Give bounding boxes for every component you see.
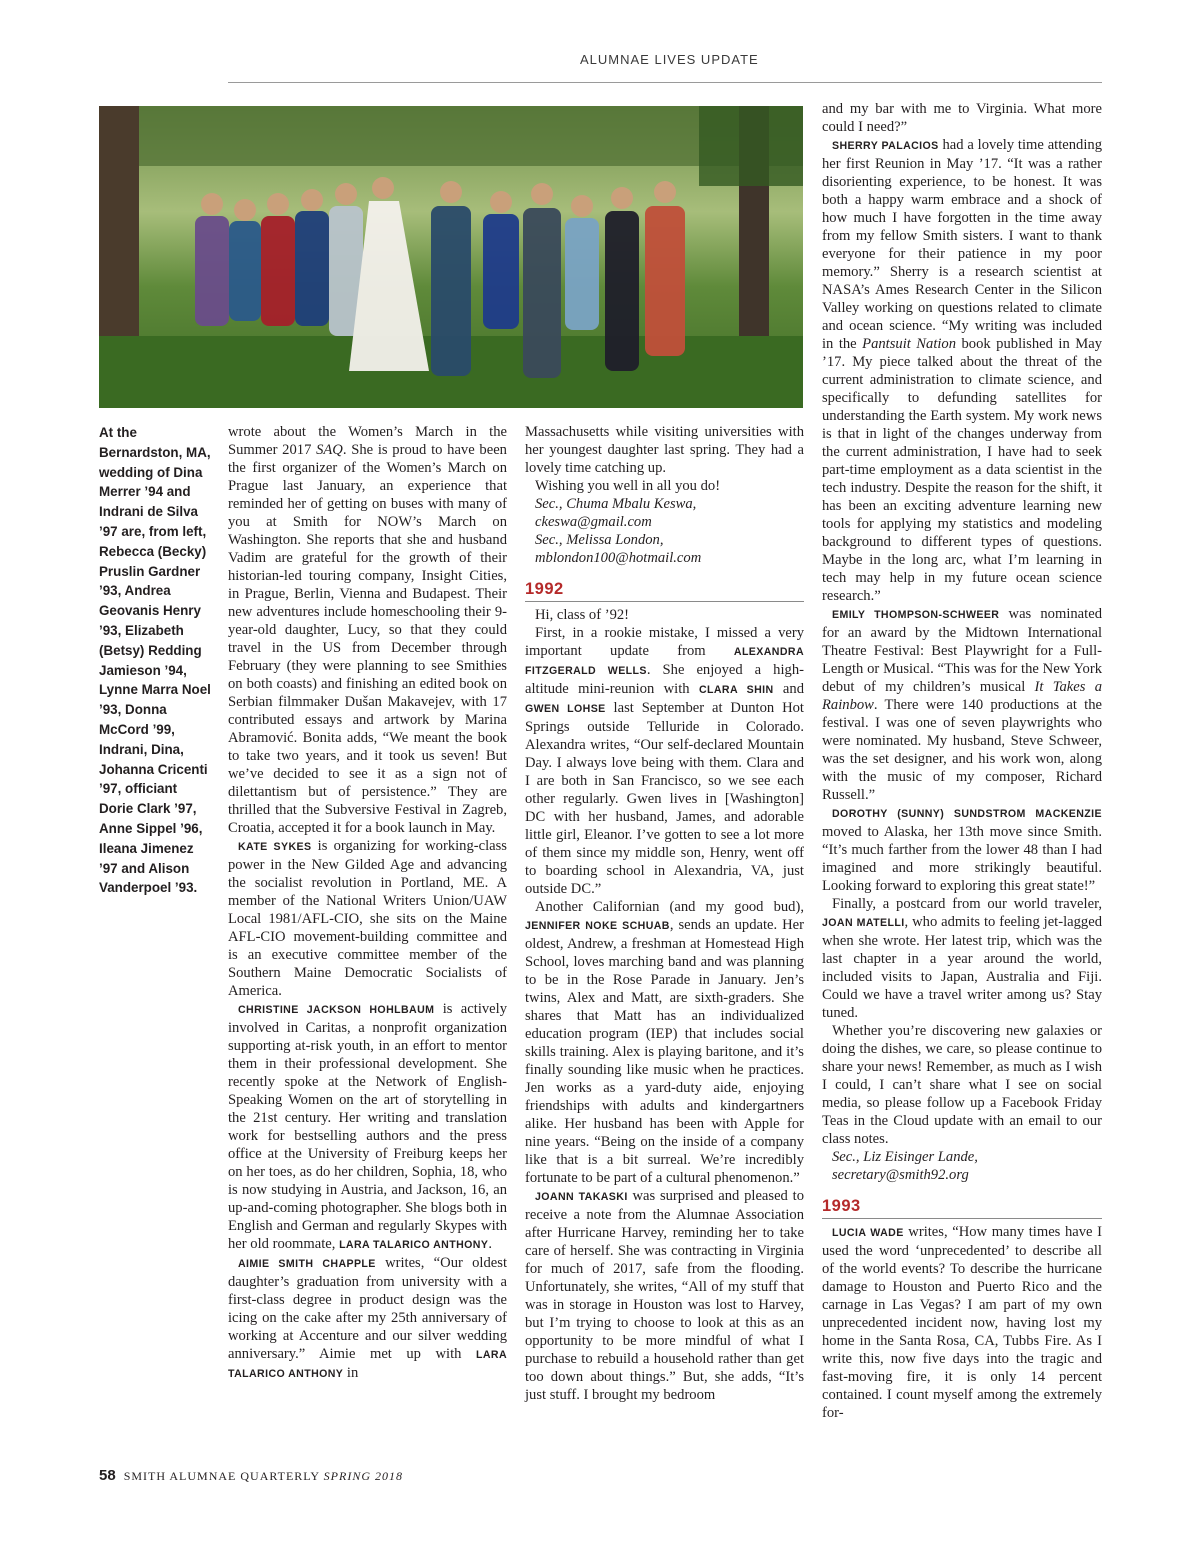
alum-name: AIMIE SMITH CHAPPLE: [238, 1258, 376, 1270]
alum-name: KATE SYKES: [238, 841, 312, 853]
secretary-line: Sec., Liz Eisinger Lande,: [832, 1149, 978, 1165]
alum-name: LUCIA WADE: [832, 1227, 904, 1239]
paragraph: DOROTHY (SUNNY) SUNDSTROM MACKENZIE moved to Alaska, her 13th move since Smith. “It’s much farther from the lower 48 than I had imagined and more strikingly beautiful. Looking forward to exploring this great state!”: [822, 808, 1102, 894]
photo-caption: At the Bernardston, MA, wedding of Dina Merrer ’94 and Indrani de Silva ’97 are, from left, Rebecca (Becky) Pruslin Gardner ’93, Andrea Geovanis Henry ’93, Elizabeth (Betsy) Redding Jamieson ’94, Lynne Marra Noel ’93, Donna McCord ’99, Indrani, Dina, Johanna Cricenti ’97, officiant Dorie Clark ’97, Anne Sippel ’96, Ileana Jimenez ’97 and Alison Vanderpoel ’93.: [99, 425, 211, 896]
alum-name: GWEN LOHSE: [525, 703, 606, 715]
class-year-heading: 1993: [822, 1196, 1102, 1219]
paragraph: SHERRY PALACIOS had a lovely time attending her first Reunion in May ’17. “It was a rather disorienting experience, to be honest. It was both a happy warm embrace and a shock of how much I have forgotten in the time away from my fellow Smith sisters. I want to thank everyone for their patience in my poor memory.” Sherry is a research scientist at NASA’s Ames Research Center in the Silicon Valley working on questions related to climate and ocean science. “My writing was included in the Pantsuit Nation book published in May ’17. My piece talked about the threat of the current administration to climate science, and specifically to defunding satellites for understanding the Earth system. My work news is that in light of the changes underway from the current administration, I have had to seek part-time employment as a data scientist in the tech industry. Despite the reason for the shift, it has been an exciting adventure learning new tools for applying my statistics and modeling background to different types of questions. Maybe in the long arc, what I’m learning in tech may help in my future ocean science research.”: [822, 137, 1103, 604]
paragraph: CHRISTINE JACKSON HOHLBAUM is actively involved in Caritas, a nonprofit organization supporting at-risk youth, in an effort to mentor them in their professional development. She recently spoke at the Network of English-Speaking Women on the art of storytelling in the 21st century. Her writing and translation work for bestselling authors and the press office at the University of Freiburg keeps her on her toes, as do her children, Sophia, 18, who is now studying in Austria, and Jackson, 16, an up-and-coming photographer. She blogs both in English and German and regularly Skypes with her old roommate, LARA TALARICO ANTHONY.: [228, 1001, 507, 1252]
alum-name: JENNIFER NOKE SCHUAB: [525, 920, 670, 932]
running-head: ALUMNAE LIVES UPDATE: [580, 52, 759, 67]
paragraph: and my bar with me to Virginia. What more could I need?”: [822, 101, 1102, 135]
wedding-group-photo: [99, 106, 803, 408]
magazine-title: SMITH ALUMNAE QUARTERLY: [123, 1469, 320, 1483]
alum-name: ALEXANDRA FITZGERALD WELLS: [525, 646, 804, 677]
paragraph: wrote about the Women’s March in the Summer 2017 SAQ. She is proud to have been the first organizer of the Women’s March on Prague last January, an experience that reminded her of getting on buses with many of you at Smith for NOW’s March on Washington. She reports that she and husband Vadim are grateful for the growth of their historian-led touring company, Insight Cities, in Prague, Berlin, Vienna and Budapest. Their new adventures include homeschooling their 9-year-old daughter, Lucy, so that they could travel in the US from December through February (they were planning to see Smithies on both coasts) and finishing an edited book on Serbian filmmaker Dušan Makavejev, with 17 contributed essays and artwork by Marina Abramović. Bonita adds, “We meant the book to take two years, and it took us seven! But we’ve decided to see it as a sign not of dilettantism but of persistence.” They are thrilled that the Subversive Festival in Zagreb, Croatia, accepted it for a book launch in May.: [228, 424, 507, 836]
class-year-heading: 1992: [525, 579, 804, 602]
paragraph: AIMIE SMITH CHAPPLE writes, “Our oldest daughter’s graduation from university with a first-class degree in product design was the icing on the cake after my 25th anniversary of working at Accenture and our silver wedding anniversary.” Aimie met up with LARA TALARICO ANTHONY in: [228, 1255, 507, 1381]
paragraph: Hi, class of ’92!: [535, 607, 630, 623]
alum-name: EMILY THOMPSON-SCHWEER: [832, 609, 1000, 621]
paragraph: Wishing you well in all you do!: [535, 478, 721, 494]
alum-name: JOAN MATELLI: [822, 917, 905, 929]
alum-name: LARA TALARICO ANTHONY: [228, 1349, 507, 1380]
alum-name: CHRISTINE JACKSON HOHLBAUM: [238, 1004, 435, 1016]
page-number: 58: [99, 1467, 116, 1484]
paragraph: KATE SYKES is organizing for working-class power in the New Gilded Age and advancing the socialist revolution in Portland, ME. A member of the National Writers Union/UAW Local 1981/AFL-CIO, she sits on the Maine AFL-CIO movement-building committee and is an executive committee member of the Southern Maine Democratic Socialists of America.: [228, 838, 507, 999]
alum-name: CLARA SHIN: [698, 684, 774, 696]
secretary-line: Sec., Melissa London,: [535, 532, 664, 548]
header-rule: [228, 82, 1102, 83]
secretary-line: Sec., Chuma Mbalu Keswa,: [535, 496, 697, 512]
secretary-email: secretary@smith92.org: [832, 1167, 969, 1183]
paragraph: LUCIA WADE writes, “How many times have I used the word ‘unprecedented’ to describe all of the world events? To describe the hurricane damage to Houston and Puerto Rico and the carnage in Las Vegas? I am part of my own unprecedented incident now, having lost my home in the Santa Rosa, CA, Tubbs Fire. As I write this, now five days into the tragic and fast-moving fire, it is only 14 percent contained. I count myself among the extremely for-: [822, 1224, 1102, 1421]
paragraph: EMILY THOMPSON-SCHWEER was nominated for an award by the Midtown International Theatre Festival: Best Playwright for a Full-Length or Musical. “This was for the New York debut of my children’s musical It Takes a Rainbow. There were 140 productions at the festival. I was one of seven playwrights who were nominated. My husband, Steve Schweer, was the set designer, and his work won, along with the music of my composer, Richard Russell.”: [822, 606, 1102, 803]
column-1: [228, 423, 507, 1383]
page-footer: [99, 1467, 403, 1484]
paragraph: JOANN TAKASKI was surprised and pleased to receive a note from the Alumnae Association after Hurricane Harvey, reminding her to take care of herself. She was contracting in Virginia for much of 2017, safe from the flooding. Unfortunately, she writes, “All of my stuff that was in storage in Houston was lost to Harvey, but I’m trying to choose to look at this as an opportunity to be more mindful of what I purchase to rebuild a household rather than get too down about things.” But, she adds, “It’s just stuff. I brought my bedroom: [525, 1188, 804, 1403]
alum-name: DOROTHY (SUNNY) SUNDSTROM MACKENZIE: [832, 808, 1102, 820]
column-3: [822, 100, 1102, 1422]
paragraph: Another Californian (and my good bud), JENNIFER NOKE SCHUAB, sends an update. Her oldest, Andrew, a freshman at Homestead High School, loves marching band and was planning to be in the Rose Parade in January. Jen’s twins, Alex and Matt, are sixth-graders. She shares that Matt has an individualized education program (IEP) that includes social skills training. Alex is playing baritone, and it’s finally sounding like music when he practices. Jen works as a yard-duty aide, enjoying friendships with adults and kindergartners alike. Her husband has been with Apple for nine years. “Being on the inside of a company like that is a bit surreal. We’re incredibly fortunate to be part of a cultural phenomenon.”: [525, 899, 804, 1186]
column-2: [525, 423, 804, 1404]
secretary-email: ckeswa@gmail.com: [535, 514, 652, 530]
alum-name: JOANN TAKASKI: [535, 1191, 628, 1203]
issue-label: SPRING 2018: [323, 1469, 403, 1483]
paragraph: Massachusetts while visiting universities with her youngest daughter last spring. They had a lovely time catching up.: [525, 424, 804, 476]
paragraph: First, in a rookie mistake, I missed a very important update from ALEXANDRA FITZGERALD WELLS. She enjoyed a high-altitude mini-reunion with CLARA SHIN and GWEN LOHSE last September at Dunton Hot Springs outside Telluride in Colorado. Alexandra writes, “Our self-declared Mountain Day. I always love being with them. Clara and I are both in San Francisco, so we see each other regularly. Gwen lives in [Washington] DC with her husband, James, and adorable little girl, Eleanor. I’ve gotten to see a lot more of them since my middle son, Henry, went off to boarding school in Alexandria, VA, just outside DC.”: [525, 625, 804, 897]
paragraph: Whether you’re discovering new galaxies or doing the dishes, we care, so please continue to share your news! Remember, as much as I wish I could, I can’t share what I see on social media, so please follow up a Facebook Friday Teas in the Cloud update with an email to our class notes.: [822, 1023, 1102, 1147]
paragraph: Finally, a postcard from our world traveler, JOAN MATELLI, who admits to feeling jet-lagged when she wrote. Her latest trip, which was the last chapter in a year around the world, included visits to Japan, Australia and Fiji. Could we have a travel writer among us? Stay tuned.: [822, 896, 1102, 1021]
alum-name: LARA TALARICO ANTHONY: [339, 1239, 489, 1251]
alum-name: SHERRY PALACIOS: [832, 140, 939, 152]
secretary-email: mblondon100@hotmail.com: [535, 550, 702, 566]
